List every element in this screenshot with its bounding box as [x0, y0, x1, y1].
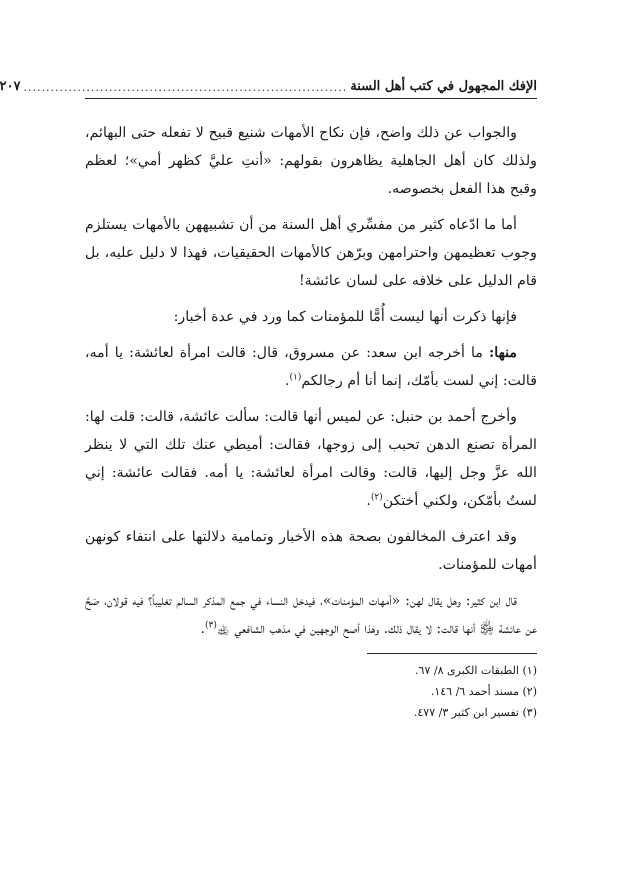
- book-page: [0, 70, 537, 723]
- paragraph-1: والجواب عن ذلك واضح، فإن نكاح الأمهات شنيع قبيح لا تفعله حتى البهائم، ولذلك كان أهل الجاهلية يظاهرون بقولهم: «أنتِ عليَّ كظهر أمي»؛ لعظم وقبح هذا الفعل بخصوصه.: [85, 125, 537, 197]
- paragraph-4-end: .: [284, 373, 290, 389]
- footnote-1: (١) الطبقات الكبرى ٨/ ٦٧.: [415, 664, 537, 677]
- paragraph-7: [85, 587, 537, 643]
- page-number: ٢٠٧: [0, 79, 21, 94]
- footnote-ref-3: (٣): [204, 620, 217, 631]
- header-dot-leader: ........................................................................: [23, 81, 348, 94]
- paragraph-7-end: .: [200, 621, 205, 637]
- footnote-separator: [367, 653, 537, 654]
- paragraph-4-text: ما أخرجه ابن سعد: عن مسروق، قال: قالت امرأة لعائشة: يا أمه، قالت: إني لست بأمّك، إنما أنا أم رجالكم: [85, 345, 537, 389]
- paragraph-4-label: منها:: [489, 345, 517, 361]
- paragraph-7-text: قال ابن كثير: وهل يقال لهن: «أمهات المؤمنات»، فيدخل النساء في جمع المذكر السالم تغليباً؟ فيه قولان، صَحَّ عن عائشة ﵂ أنها قالت: لا يقال ذلك. وهذا أصح الوجهين في مذهب الشافعي ﵀: [85, 593, 537, 637]
- footnote-ref-2: (٢): [370, 492, 383, 503]
- body-text: [85, 119, 537, 643]
- paragraph-5-end: .: [366, 493, 371, 509]
- paragraph-2: أما ما ادّعاه كثير من مفسِّري أهل السنة من أن تشبيههن بالأمهات يستلزم وجوب تعظيمهن واحترامهن وبرّهن كالأمهات الحقيقيات، فهذا لا دليل عليه، بل قام الدليل على خلافه على لسان عائشة!: [85, 217, 537, 289]
- paragraph-4: [85, 339, 537, 395]
- footnotes: [85, 660, 537, 723]
- running-header: [0, 70, 537, 99]
- paragraph-6: وقد اعترف المخالفون بصحة هذه الأخبار وتمامية دلالتها على انتفاء كونهن أمهات للمؤمنات.: [85, 529, 537, 573]
- header-title: الإفك المجهول في كتب أهل السنة: [350, 79, 537, 94]
- paragraph-3: فإنها ذكرت أنها ليست أُمًّا للمؤمنات كما ورد في عدة أخبار:: [173, 309, 517, 325]
- footnote-2: (٢) مسند أحمد ٦/ ١٤٦.: [430, 685, 537, 698]
- footnote-3: (٣) تفسير ابن كثير ٣/ ٤٧٧.: [413, 706, 537, 719]
- footnote-ref-1: (١): [289, 372, 302, 383]
- paragraph-5: [85, 403, 537, 515]
- paragraph-5-text: وأخرج أحمد بن حنبل: عن لميس أنها قالت: سألت عائشة، قالت: قلت لها: المرأة تصنع الدهن تحبب إلى زوجها، فقالت: أميطي عنك تلك التي لا ينظر الله عزَّ وجل إليها، قالت: وقالت امرأة لعائشة: يا أمه. فقالت عائشة: إني لستُ بأمّكن، ولكني أختكن: [85, 409, 537, 509]
